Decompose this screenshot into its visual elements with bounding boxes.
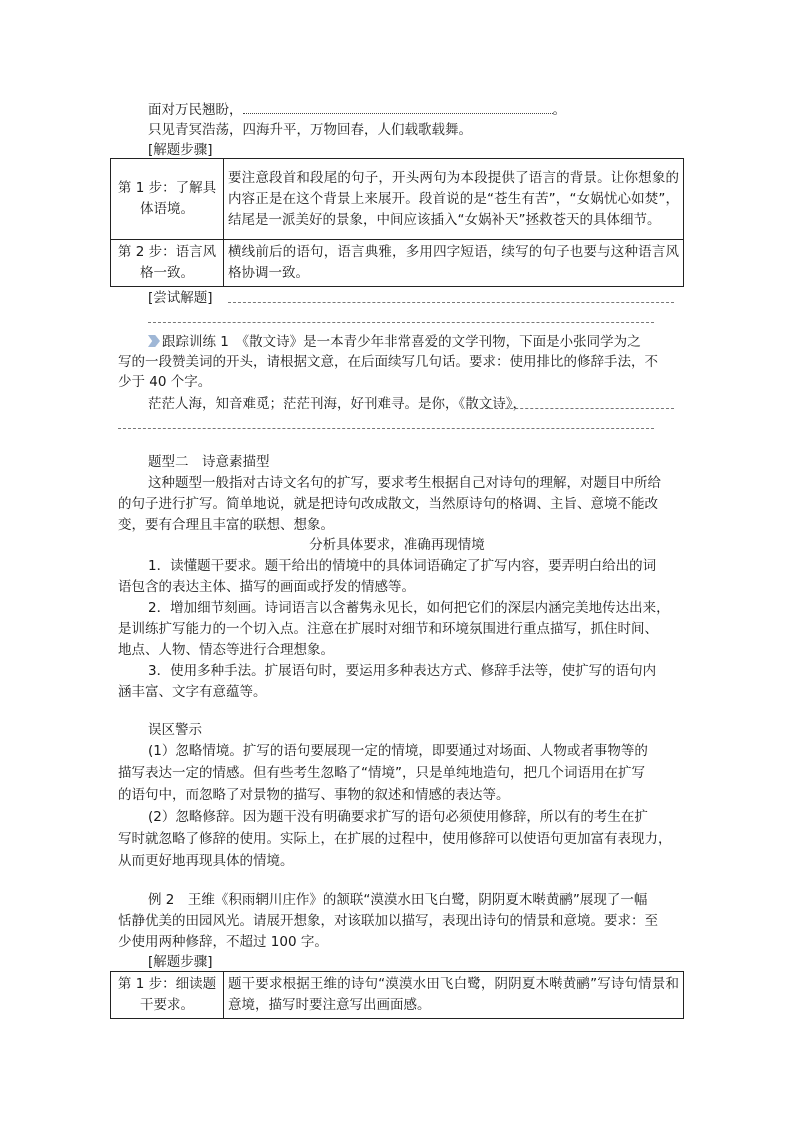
warning-text: (2）忽略修辞。因为题干没有明确要求扩写的语句必须使用修辞，所以有的考生在扩 [148,809,648,825]
step-row [111,240,684,287]
practice-quote [148,394,526,414]
list-item: 2．增加细节刻画。诗词语言以含蓄隽永见长，如何把它们的深层内涵完美地传达出来， [148,600,670,616]
practice-line-3: 少于 40 个字。 [118,374,212,390]
answer-line[interactable] [228,302,674,303]
warning-text: 描写表达一定的情感。但有些考生忽略了“情境”，只是单纯地造句，把几个词语用在扩写 [118,765,645,781]
try-heading: [尝试解题] [148,290,213,306]
intro-line-1 [148,100,566,120]
step-desc: 要注意段首和段尾的句子，开头两句为本段提供了语言的背景。让你想象的内容正是在这个背景上来展开。段首说的是“苍生有苦”，“女娲忧心如焚”，结尾是一派美好的景象，中间应该插入“女娲补天”拯救苍天的具体细节。 [224,159,684,240]
list-item: 是训练扩写能力的一个切入点。注意在扩展时对细节和环境氛围进行重点描写，抓住时间、 [118,621,658,637]
answer-line[interactable] [480,408,674,409]
practice-title: 跟踪训练 1 [162,334,229,350]
answer-blank[interactable] [243,103,553,114]
step-desc: 横线前后的语句，语言典雅，多用四字短语，续写的句子也要与这种语言风格协调一致。 [224,240,684,287]
practice-line-1 [148,332,641,352]
list-item: 涵丰富、文字有意蕴等。 [118,684,267,700]
steps-table-1 [110,158,684,287]
example-text: 少使用两种修辞，不超过 100 字。 [118,934,328,950]
arrow-tag-icon [148,335,160,347]
step-desc: 题干要求根据王维的诗句“漠漠水田飞白鹭，阴阴夏木啭黄鹂”写诗句情景和意境，描写时要注意写出画面感。 [224,972,684,1019]
answer-line[interactable] [148,322,654,323]
warning-text: 的语句中，而忽略了对景物的描写、事物的叙述和情感的表达等。 [118,787,510,803]
practice-text-1: 《散文诗》是一本青少年非常喜爱的文学刊物，下面是小张同学为之 [242,334,641,350]
step-row [111,972,684,1019]
practice-quote-text: 茫茫人海，知音难觅；茫茫刊海，好刊难寻。是你，《散文诗》， [148,396,526,412]
step-row [111,159,684,240]
steps-heading-2: [解题步骤] [148,954,213,970]
steps-table-2 [110,971,684,1019]
intro-line-2: 只见青冥浩荡，四海升平，万物回春，人们载歌载舞。 [148,122,472,138]
step-label: 第 1 步：了解具体语境。 [111,159,224,240]
example-text: 例 2 王维《积雨辋川庄作》的颔联“漠漠水田飞白鹭，阴阴夏木啭黄鹂”展现了一幅 [148,892,648,908]
list-item: 3．使用多种手法。扩展语句时，要运用多种表达方式、修辞手法等，使扩写的语句内 [148,663,657,679]
warning-title: 误区警示 [148,722,202,738]
section-subtitle: 分析具体要求，准确再现情境 [309,537,485,553]
section-title: 题型二 诗意素描型 [148,454,270,470]
section-paragraph: 这种题型一般指对古诗文名句的扩写，要求考生根据自己对诗句的理解，对题目中所给 [148,475,661,491]
section-paragraph: 变，要有合理且丰富的联想、想象。 [118,517,334,533]
step-label: 第 2 步：语言风格一致。 [111,240,224,287]
intro-line-1-suffix: 。 [552,102,566,118]
warning-text: 写时就忽略了修辞的使用。实际上，在扩展的过程中，使用修辞可以使语句更加富有表现力， [118,831,672,847]
warning-text: (1）忽略情境。扩写的语句要展现一定的情境，即要通过对场面、人物或者事物等的 [148,743,648,759]
list-item: 地点、人物、情态等进行合理想象。 [118,642,334,658]
step-label: 第 1 步：细读题干要求。 [111,972,224,1019]
list-item: 1．读懂题干要求。题干给出的情境中的具体词语确定了扩写内容，要弄明白给出的词 [148,558,657,574]
list-item: 语包含的表达主体、描写的画面或抒发的情感等。 [118,579,415,595]
section-paragraph: 的句子进行扩写。简单地说，就是把诗句改成散文，当然原诗句的格调、主旨、意境不能改 [118,496,658,512]
intro-line-1-prefix: 面对万民翘盼， [148,102,243,118]
practice-line-2: 写的一段赞美词的开头，请根据文意，在后面续写几句话。要求：使用排比的修辞手法，不 [118,354,658,370]
steps-heading-1: [解题步骤] [148,142,213,158]
warning-text: 从而更好地再现具体的情境。 [118,853,294,869]
answer-line[interactable] [118,428,654,429]
example-text: 恬静优美的田园风光。请展开想象，对该联加以描写，表现出诗句的情景和意境。要求：至 [118,913,658,929]
